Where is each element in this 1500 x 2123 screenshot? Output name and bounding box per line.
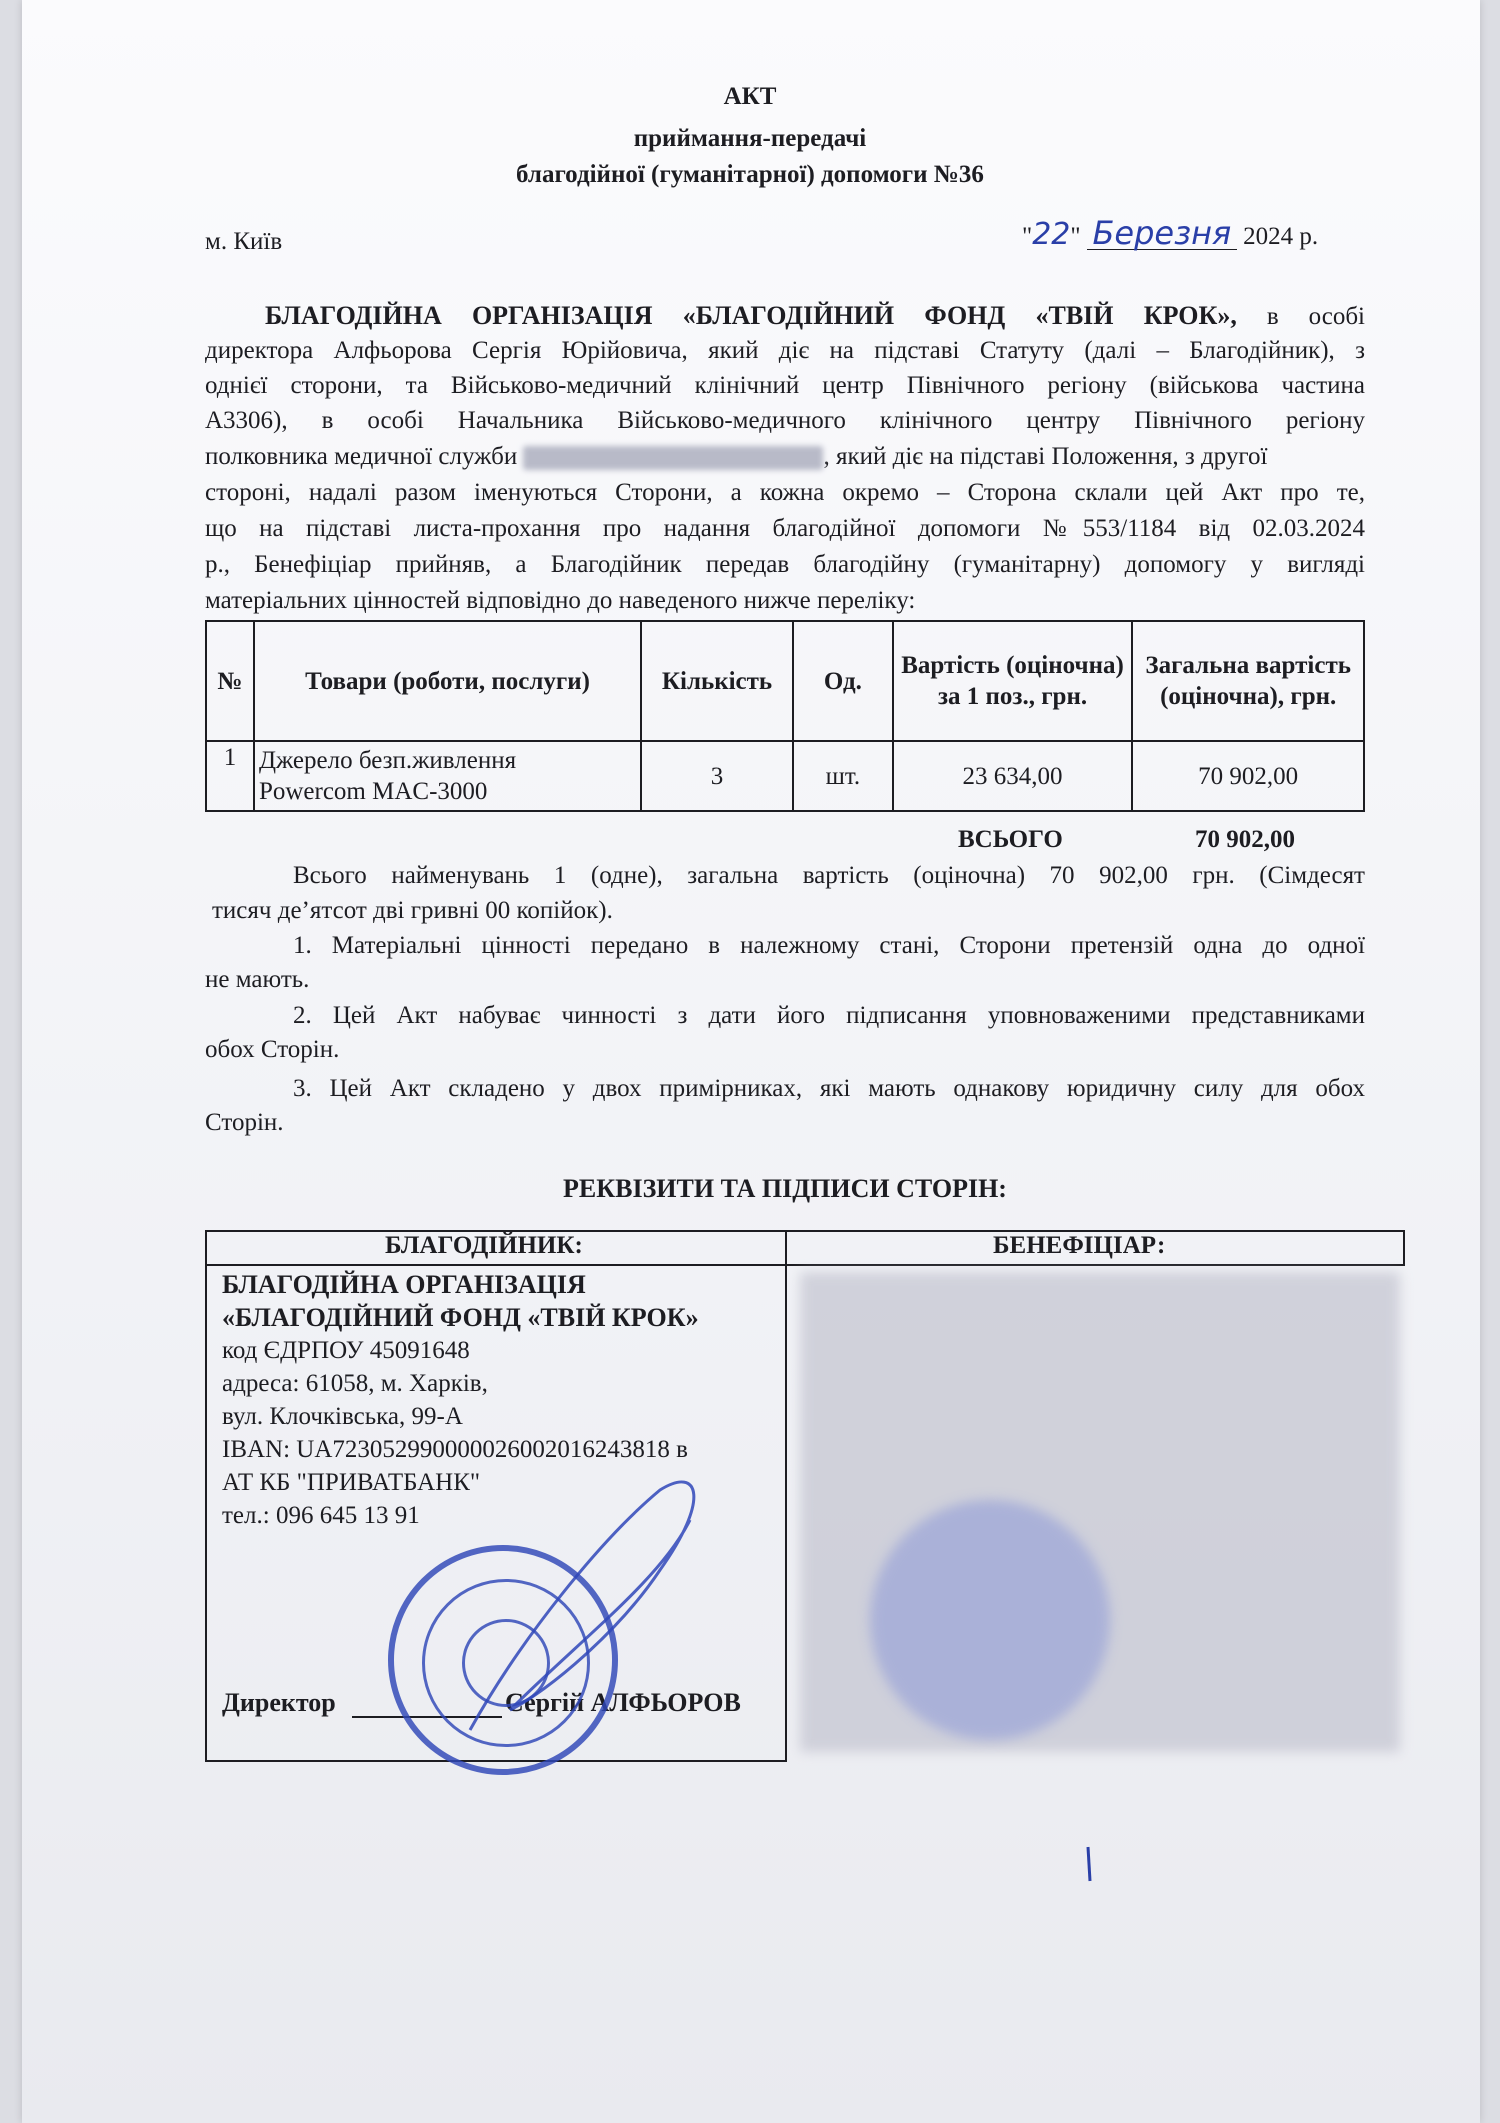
clause-1-line-1: 1. Матеріальні цінності передано в належному стані, Сторони претензій одна до одної [293, 932, 1365, 959]
cell-item-line1: Джерело безп.живлення [258, 747, 517, 774]
summary-line-1: Всього найменувань 1 (одне), загальна вартість (оціночна) 70 902,00 грн. (Сімдесят [293, 862, 1365, 889]
date-day: 22 [1032, 217, 1071, 252]
cell-no: 1 [206, 741, 254, 811]
donor-address-1: адреса: 61058, м. Харків, [222, 1370, 488, 1397]
intro-line4-end: , який діє на підставі Положення, з другої [823, 443, 1268, 470]
col-header-item: Товари (роботи, послуги) [254, 621, 641, 741]
donor-phone: тел.: 096 645 13 91 [222, 1502, 420, 1529]
document-title: АКТ [723, 83, 777, 110]
cell-item [254, 741, 641, 811]
date-month: Березня [1087, 218, 1237, 250]
cell-total: 70 902,00 [1132, 741, 1364, 811]
requisites-title: РЕКВІЗИТИ ТА ПІДПИСИ СТОРІН: [563, 1174, 1007, 1203]
document-subtitle-1: приймання-передачі [633, 125, 867, 152]
donor-bank: АТ КБ "ПРИВАТБАНК" [222, 1469, 481, 1496]
col-header-total: Загальна вартість (оціночна), грн. [1132, 621, 1364, 741]
clause-1-line-2: не мають. [205, 966, 310, 993]
total-value: 70 902,00 [1195, 826, 1295, 853]
intro-line-4 [205, 441, 1365, 472]
summary-line-2: тисяч де’ятсот дві гривні 00 копійок). [212, 897, 613, 924]
redacted-name [523, 446, 823, 470]
intro-line-7: р., Бенефіціар прийняв, а Благодійник передав благодійну (гуманітарну) допомогу у вигляді [205, 551, 1365, 578]
document-subtitle-2: благодійної (гуманітарної) допомоги №36 [516, 161, 984, 188]
cell-unit: шт. [793, 741, 893, 811]
date-quote-close: " [1070, 223, 1081, 250]
intro-last-line: матеріальних цінностей відповідно до наведеного нижче переліку: [205, 587, 916, 614]
intro-line-2: однієї сторони, та Військово-медичний клінічний центр Північного регіону (військова частина [205, 372, 1365, 399]
clause-3-line-2: Сторін. [205, 1109, 284, 1136]
col-header-no: № [206, 621, 254, 741]
cell-item-line2: Powercom MAC-3000 [258, 778, 488, 805]
intro-org-tail: в особі [1266, 303, 1365, 330]
clause-2-line-1: 2. Цей Акт набуває чинності з дати його підписання уповноваженими представниками [293, 1002, 1365, 1029]
signature-scribble [360, 1460, 740, 1780]
goods-table [205, 620, 1365, 812]
col-header-price: Вартість (оціночна) за 1 поз., грн. [893, 621, 1133, 741]
intro-line4-start: полковника медичної служби [205, 443, 518, 470]
clause-2-line-2: обох Сторін. [205, 1036, 340, 1063]
donor-sign-label: Директор [222, 1688, 336, 1717]
donor-name-1: БЛАГОДІЙНА ОРГАНІЗАЦІЯ [222, 1270, 586, 1299]
intro-line-6: що на підставі листа-прохання про надання благодійної допомоги №553/1184 від 02.03.2024 [205, 515, 1365, 542]
col-header-qty: Кількість [641, 621, 793, 741]
pen-mark [1080, 1845, 1100, 1885]
total-label: ВСЬОГО [958, 826, 1063, 853]
donor-address-2: вул. Клочківська, 99-А [222, 1403, 463, 1430]
donor-iban: IBAN: UA723052990000026002016243818 в [222, 1436, 688, 1463]
place: м. Київ [205, 228, 283, 255]
donor-sign-name: Сергій АЛФЬОРОВ [505, 1688, 741, 1717]
donor-code: код ЄДРПОУ 45091648 [222, 1337, 470, 1364]
beneficiary-header: БЕНЕФІЦІАР: [993, 1232, 1166, 1259]
date-quote-open: " [1022, 223, 1033, 250]
beneficiary-redacted-stamp [870, 1500, 1110, 1740]
col-header-unit: Од. [793, 621, 893, 741]
table-row [206, 741, 1364, 811]
donor-header: БЛАГОДІЙНИК: [385, 1232, 583, 1259]
intro-line-5: стороні, надалі разом іменуються Сторони, а кожна окремо – Сторона склали цей Акт про те, [205, 479, 1365, 506]
intro-org: БЛАГОДІЙНА ОРГАНІЗАЦІЯ «БЛАГОДІЙНИЙ ФОНД «ТВІЙ КРОК», [265, 301, 1237, 330]
intro-line-1: директора Алфьорова Сергія Юрійовича, який діє на підставі Статуту (далі – Благодійник), з [205, 337, 1365, 364]
donor-name-2: «БЛАГОДІЙНИЙ ФОНД «ТВІЙ КРОК» [222, 1303, 699, 1332]
date-year: 2024 р. [1243, 223, 1319, 250]
goods-table-header-row [206, 621, 1364, 741]
cell-qty: 3 [641, 741, 793, 811]
intro-line-0 [205, 300, 1365, 332]
intro-line-3: А3306), в особі Начальника Військово-медичного клінічного центру Північного регіону [205, 407, 1365, 434]
clause-3-line-1: 3. Цей Акт складено у двох примірниках, які мають однакову юридичну силу для обох [293, 1075, 1365, 1102]
cell-price: 23 634,00 [893, 741, 1133, 811]
date [1022, 214, 1362, 262]
